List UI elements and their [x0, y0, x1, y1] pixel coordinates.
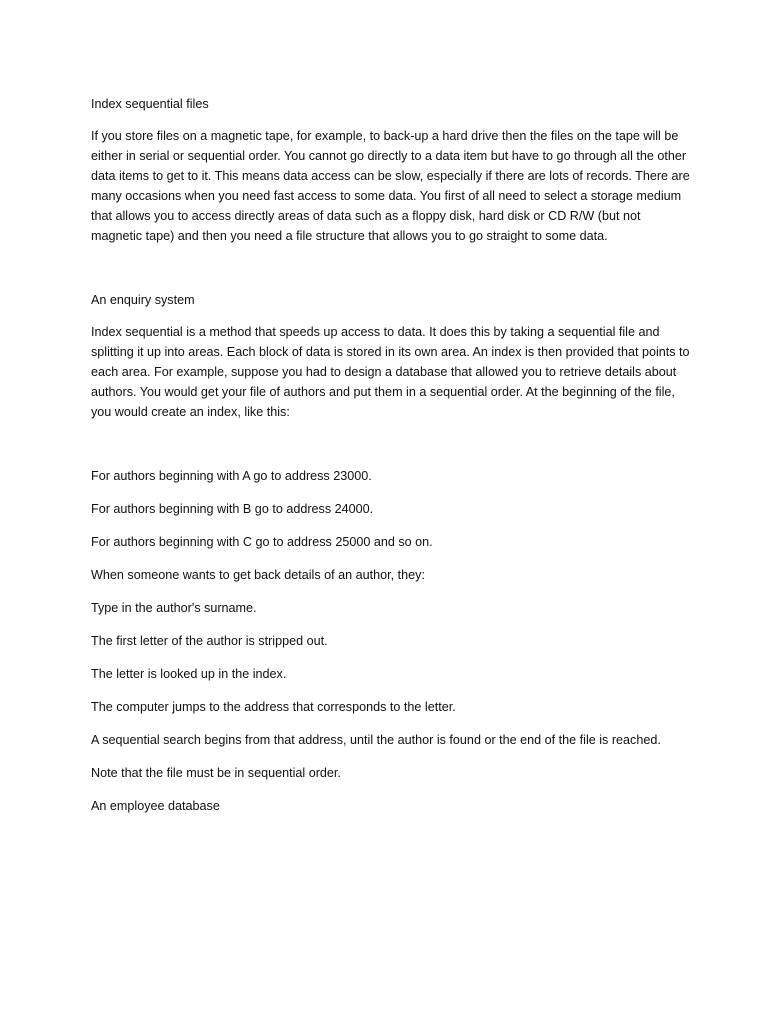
index-line-b: For authors beginning with B go to address 24000.	[91, 502, 374, 516]
paragraph-magnetic-tape: If you store files on a magnetic tape, for example, to back-up a hard drive then the files on the tape will be either in serial or sequential order. You cannot go directly to a data item but have to go through all the other data items to get to it. This means data access can be slow, especially if there are lots of records. There are many occasions when you need fast access to some data. You first of all need to select a storage medium that allows you to access directly areas of data such as a floppy disk, hard disk or CD R/W (but not magnetic tape) and then you need a file structure that allows you to go straight to some data.	[91, 129, 690, 243]
section-heading-enquiry-system: An enquiry system	[91, 293, 195, 307]
step-type-surname: Type in the author's surname.	[91, 601, 257, 615]
retrieval-intro-line: When someone wants to get back details of an author, they:	[91, 568, 425, 582]
step-jump-address: The computer jumps to the address that corresponds to the letter.	[91, 700, 456, 714]
step-sequential-search: A sequential search begins from that address, until the author is found or the end of the file is reached.	[91, 733, 661, 747]
step-lookup-index: The letter is looked up in the index.	[91, 667, 287, 681]
document-body	[91, 94, 691, 828]
note-sequential-order: Note that the file must be in sequential order.	[91, 766, 341, 780]
step-strip-letter: The first letter of the author is stripped out.	[91, 634, 328, 648]
section-heading-index-sequential-files: Index sequential files	[91, 97, 209, 111]
index-line-a: For authors beginning with A go to address 23000.	[91, 469, 372, 483]
paragraph-index-sequential-method: Index sequential is a method that speeds up access to data. It does this by taking a sequential file and splitting it up into areas. Each block of data is stored in its own area. An index is then provided that points to each area. For example, suppose you had to design a database that allowed you to retrieve details about authors. You would get your file of authors and put them in a sequential order. At the beginning of the file, you would create an index, like this:	[91, 325, 690, 419]
index-line-c: For authors beginning with C go to address 25000 and so on.	[91, 535, 433, 549]
section-heading-employee-database: An employee database	[91, 799, 220, 813]
